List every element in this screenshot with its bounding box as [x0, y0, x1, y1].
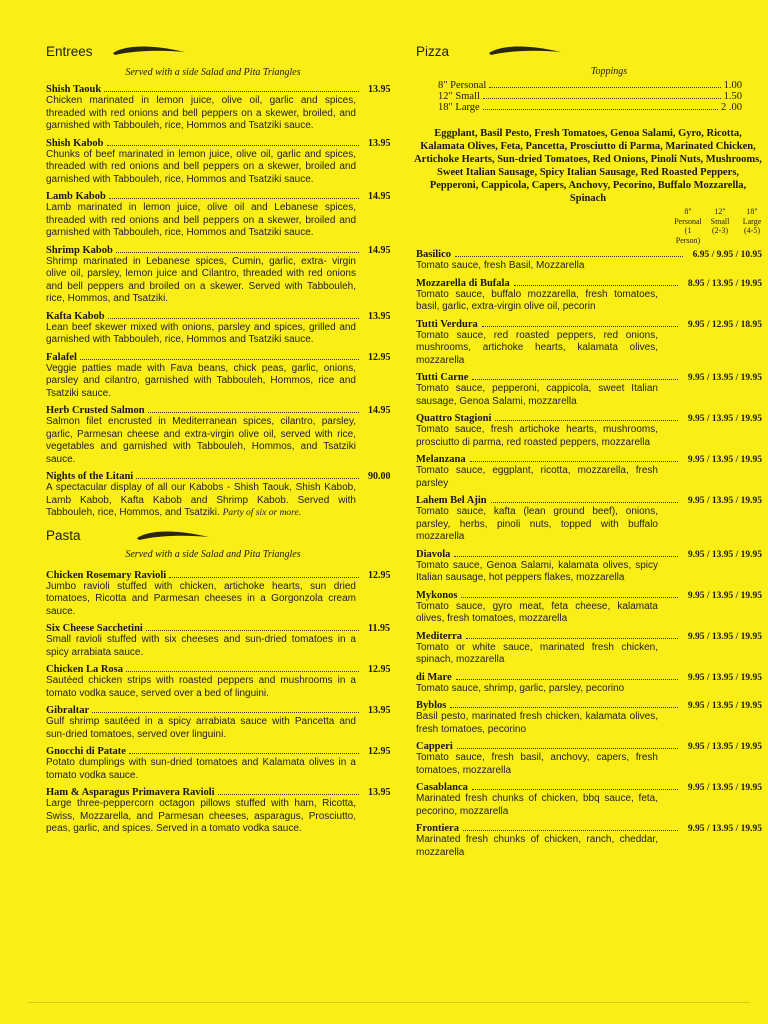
menu-item-name: Ham & Asparagus Primavera Ravioli [46, 787, 215, 798]
topping-price-list [416, 80, 762, 113]
pizza-size-column [736, 207, 768, 245]
pizza-item-row [416, 278, 762, 289]
menu-item-price: 14.95 [368, 405, 391, 416]
menu-item-name: Herb Crusted Salmon [46, 405, 145, 416]
dot-leader [514, 285, 678, 286]
menu-item-price: 13.95 [368, 787, 391, 798]
pizza-item-row [416, 319, 762, 330]
menu-item-description [46, 149, 356, 187]
menu-item-description [46, 757, 356, 782]
topping-size-price: 2 .00 [721, 102, 742, 113]
menu-item-description [46, 716, 356, 741]
pizza-name: Mediterra [416, 630, 463, 642]
menu-item [46, 405, 391, 466]
pizza-item [416, 741, 762, 777]
menu-item-price: 12.95 [368, 351, 391, 363]
pizza-name: Tutti Carne [416, 372, 469, 383]
menu-item-row [46, 623, 390, 634]
pizza-item [416, 590, 762, 626]
menu-item-note: Party of six or more. [222, 508, 302, 518]
pasta-section [46, 525, 391, 836]
pizza-size-l3: (1 Person) [675, 226, 701, 245]
menu-item-row [46, 405, 391, 416]
menu-item-description [46, 416, 356, 466]
pizza-item [416, 319, 762, 368]
menu-item-description [46, 581, 356, 619]
menu-item-price: 13.95 [368, 137, 391, 149]
dot-leader [148, 412, 359, 413]
entrees-list [46, 84, 391, 520]
menu-item-description [46, 256, 356, 306]
pizza-name: Lahem Bel Ajin [416, 495, 487, 506]
menu-item-name: Gnocchi di Patate [46, 746, 126, 757]
menu-item-row [46, 191, 391, 202]
dot-leader [457, 748, 678, 749]
menu-item-name: Kafta Kabob [46, 310, 105, 322]
menu-item-description-text: Potato dumplings with sun-dried tomatoes and Kalamata olives in a tomato vodka sauce. [46, 757, 356, 781]
pizza-description: Marinated fresh chunks of chicken, bbq sauce, feta, pecorino, mozzarella [416, 793, 658, 817]
menu-item [46, 244, 391, 306]
right-column [416, 40, 762, 864]
topping-size-price: 1.00 [723, 80, 742, 91]
entrees-title: Entrees [46, 43, 93, 59]
topping-price-row [438, 102, 742, 113]
pizza-size-l1: 12" [714, 207, 726, 216]
pizza-item [416, 700, 762, 736]
pizza-size-l1: 8" [684, 207, 692, 216]
menu-item [46, 664, 391, 700]
menu-item-description-text: Lean beef skewer mixed with onions, parsley and spices, grilled and garnished with Tabbouleh, rice, Hommos and Tsatziki sauce. [46, 321, 356, 345]
dot-leader [454, 556, 677, 557]
menu-item-description [46, 482, 356, 520]
pizza-description: Tomato sauce, fresh artichoke hearts, mushrooms, prosciutto di parma, red roasted peppers, mozzarella [416, 424, 658, 448]
pizza-size-header [416, 207, 768, 245]
topping-size-price: 1.50 [723, 91, 742, 102]
menu-item [46, 137, 391, 187]
entrees-section [46, 40, 391, 520]
menu-item-description-text: Salmon filet encrusted in Mediterranean spices, cilantro, parsley, garlic, Parmesan cheese and extra-virgin olive oil, served with rice, vegetables and garnished with Tabbouleh, Hommos, and Tsatziki sauce. [46, 416, 356, 465]
pizza-name: di Mare [416, 671, 452, 683]
pizza-description: Tomato sauce, pepperoni, cappicola, sweet Italian sausage, Genoa Salami, mozzarella [416, 383, 658, 407]
menu-item-name: Shish Kabob [46, 137, 104, 149]
dot-leader [104, 91, 359, 92]
pizza-price: 9.95 / 13.95 / 19.95 [687, 373, 762, 383]
menu-item-name: Nights of the Litani [46, 471, 134, 482]
pizza-item-row [416, 413, 762, 424]
pizza-name: Quattro Stagioni [416, 413, 492, 424]
menu-item [46, 351, 391, 401]
dot-leader [455, 256, 683, 257]
menu-item-description-text: Sautéed chicken strips with roasted peppers and mushrooms in a tomato vodka sauce, served over a bed of linguini. [46, 675, 356, 699]
menu-item-description [46, 95, 356, 133]
menu-item-name: Lamb Kabob [46, 191, 106, 202]
pizza-item-row [416, 495, 762, 506]
pizza-title: Pizza [416, 43, 450, 59]
menu-item-price: 14.95 [368, 191, 391, 202]
pizza-list [416, 249, 762, 859]
pizza-item-row [416, 741, 762, 752]
dot-leader [470, 461, 678, 462]
pizza-name: Byblos [416, 700, 447, 711]
pizza-name: Tutti Verdura [416, 318, 478, 330]
pizza-description: Tomato sauce, kafta (lean ground beef), onions, parsley, herbs, pinoli nuts, topped with buffalo mozzarella [416, 506, 658, 542]
pizza-price: 6.95 / 9.95 / 10.95 [692, 250, 762, 260]
topping-size-label: 8" Personal [438, 80, 487, 91]
pizza-description: Tomato sauce, eggplant, ricotta, mozzarella, fresh parsley [416, 465, 658, 489]
dot-leader [461, 597, 677, 598]
pizza-item-row [416, 372, 762, 383]
menu-item-row [46, 569, 391, 581]
pizza-item [416, 454, 762, 490]
pizza-price: 9.95 / 13.95 / 19.95 [687, 496, 762, 506]
menu-item-description [46, 798, 356, 836]
toppings-title: Toppings [590, 66, 628, 77]
topping-price-row [438, 80, 742, 91]
pizza-description: Tomato sauce, fresh Basil, Mozzarella [416, 260, 585, 271]
dot-leader [116, 252, 359, 253]
pizza-price: 9.95 / 13.95 / 19.95 [687, 455, 762, 465]
dot-leader [126, 671, 359, 672]
brush-stroke-icon [487, 44, 563, 58]
dot-leader [80, 359, 359, 360]
pizza-price: 9.95 / 13.95 / 19.95 [687, 783, 762, 793]
pizza-item [416, 413, 762, 449]
pizza-price: 9.95 / 13.95 / 19.95 [687, 701, 762, 711]
dot-leader [136, 478, 359, 479]
pizza-price: 9.95 / 13.95 / 19.95 [687, 590, 762, 601]
menu-item [46, 84, 391, 133]
pizza-description: Tomato sauce, red roasted peppers, red onions, mushrooms, artichoke hearts, kalamata olives, mozzarella [416, 329, 658, 366]
dot-leader [491, 502, 678, 503]
pizza-size-l2: Small [710, 216, 730, 226]
pizza-price: 8.95 / 13.95 / 19.95 [687, 278, 762, 289]
pizza-item-row [416, 249, 762, 260]
pizza-item-row [416, 782, 762, 793]
menu-item-row [46, 244, 391, 256]
pasta-list [46, 569, 391, 836]
pizza-item-row [416, 823, 762, 834]
menu-item-name: Shish Taouk [46, 84, 102, 95]
menu-item-price: 12.95 [368, 664, 391, 675]
dot-leader [495, 420, 677, 421]
menu-item [46, 623, 390, 659]
menu-item-description [46, 322, 356, 347]
menu-item-row [46, 746, 391, 757]
pizza-section [416, 40, 762, 859]
menu-item-description-text: Veggie patties made with Fava beans, chick peas, garlic, onions, parsley and cilantro, garnished with Tabbouleh, Hommos, rice and Tsatziki sauce. [46, 362, 356, 399]
pizza-description: Tomato sauce, Genoa Salami, kalamata olives, spicy Italian sausage, hot peppers flakes, mozzarella [416, 559, 658, 583]
pizza-description: Marinated fresh chunks of chicken, ranch, cheddar, mozzarella [416, 834, 658, 858]
menu-item-price: 14.95 [368, 244, 391, 256]
menu-item-price: 11.95 [368, 623, 390, 634]
toppings-list: Eggplant, Basil Pesto, Fresh Tomatoes, Genoa Salami, Gyro, Ricotta, Kalamata Olives, Feta, Pancetta, Prosciutto di Parma, Marinated Chicken, Artichoke Hearts, Sun-dried Tomatoes, Red Onions, Pinoli Nuts, Mushrooms, Sweet Italian Sausage, Spicy Italian Sausage, Red Roasted Peppers, Pepperoni, Cappicola, Capers, Anchovy, Pecorino, Buffalo Mozzarella, Spinach [414, 128, 762, 204]
menu-item-name: Chicken La Rosa [46, 664, 124, 675]
menu-item-name: Shrimp Kabob [46, 244, 113, 256]
menu-item-price: 13.95 [368, 84, 391, 95]
pizza-item [416, 372, 762, 408]
pizza-size-column [672, 207, 704, 245]
pizza-name: Melanzana [416, 454, 466, 465]
pizza-price: 9.95 / 13.95 / 19.95 [687, 549, 762, 560]
pasta-header [46, 525, 380, 547]
pizza-item [416, 549, 762, 585]
menu-item-description [46, 202, 356, 240]
dot-leader [169, 577, 359, 578]
pizza-description: Tomato or white sauce, marinated fresh chicken, spinach, mozzarella [416, 641, 658, 665]
pizza-description: Tomato sauce, shrimp, garlic, parsley, pecorino [416, 682, 625, 694]
menu-item [46, 746, 391, 782]
topping-size-label: 18" Large [438, 102, 480, 113]
menu-item-row [46, 137, 391, 149]
pizza-item-row [416, 672, 762, 683]
menu-item-price: 13.95 [368, 705, 391, 716]
menu-item-row [46, 310, 391, 322]
pizza-item [416, 249, 762, 273]
pizza-item-row [416, 631, 762, 642]
pizza-item-row [416, 454, 762, 465]
pizza-description: Tomato sauce, buffalo mozzarella, fresh tomatoes, basil, garlic, extra-virgin olive oil, pecorin [416, 288, 658, 312]
dot-leader [482, 326, 678, 327]
pizza-item [416, 782, 762, 818]
pizza-size-l2: Personal [674, 216, 702, 226]
menu-item [46, 471, 391, 520]
pizza-name: Basilico [416, 249, 452, 260]
pizza-price: 9.95 / 13.95 / 19.95 [687, 824, 762, 834]
dot-leader [450, 707, 677, 708]
menu-item-row [46, 351, 391, 363]
menu-item [46, 705, 391, 741]
menu-item-description-text: Gulf shrimp sautéed in a spicy arrabiata sauce with Pancetta and sun-dried tomatoes, served over linguini. [46, 716, 356, 740]
menu-item [46, 787, 391, 836]
dot-leader [108, 318, 359, 319]
menu-item-description [46, 363, 356, 401]
pizza-item [416, 672, 762, 696]
brush-stroke-icon [111, 44, 187, 58]
dot-leader [218, 794, 359, 795]
menu-item-description-text: Small ravioli stuffed with six cheeses and sun-dried tomatoes in a spicy arrabiata sauce. [46, 634, 356, 658]
menu-item-row [46, 705, 391, 716]
pasta-title: Pasta [46, 528, 81, 543]
dot-leader [483, 109, 718, 110]
dot-leader [466, 638, 678, 639]
dot-leader [472, 379, 677, 380]
pizza-item [416, 823, 762, 859]
pizza-name: Capperi [416, 741, 453, 752]
menu-item-description-text: Chicken marinated in lemon juice, olive oil, garlic and spices, threaded with red onions and bell peppers on a skewer, broiled, and garnished with Tabbouleh, rice, Hommos and Tsatziki sauce. [46, 95, 356, 131]
dot-leader [129, 753, 359, 754]
pizza-size-column [704, 207, 736, 245]
pizza-item-row [416, 700, 762, 711]
dot-leader [483, 98, 721, 99]
menu-item-name: Six Cheese Sacchetini [46, 623, 143, 634]
pizza-size-l1: 18" [746, 207, 758, 216]
pizza-name: Mykonos [416, 589, 458, 601]
entrees-header [46, 40, 380, 62]
topping-size-label: 12" Small [438, 91, 480, 102]
topping-price-row [438, 91, 742, 102]
menu-item-price: 90.00 [368, 471, 391, 482]
pizza-name: Diavola [416, 548, 451, 560]
pizza-price: 9.95 / 12.95 / 18.95 [687, 319, 762, 330]
pizza-item [416, 278, 762, 314]
pizza-size-l3: (4-5) [744, 226, 760, 235]
menu-item-price: 13.95 [368, 310, 391, 322]
dot-leader [472, 789, 678, 790]
menu-item-description-text: Chunks of beef marinated in lemon juice, olive oil, garlic and spices, threaded with red onions and bell peppers on a skewer, broiled and garnished with Tabbouleh, rice, Hommos and Tsatziki sauce. [46, 148, 356, 185]
pizza-price: 9.95 / 13.95 / 19.95 [687, 672, 762, 683]
dot-leader [107, 145, 360, 146]
dot-leader [489, 87, 720, 88]
menu-item-row [46, 787, 391, 798]
pizza-price: 9.95 / 13.95 / 19.95 [687, 631, 762, 642]
pizza-name: Casablanca [416, 782, 468, 793]
pizza-header [416, 40, 762, 62]
menu-item-description-text: Jumbo ravioli stuffed with chicken, artichoke hearts, sun dried tomatoes, Ricotta and Parmesan cheeses in a Gorgonzola cream sauce. [46, 580, 356, 617]
menu-item-description-text: Large three-peppercorn octagon pillows stuffed with ham, Ricotta, Swiss, Mozzarella, and Parmesan cheeses, asparagus, Prosciutto, peas, garlic, and spices. Served in a tomato vodka sauce. [46, 798, 356, 834]
menu-item-name: Chicken Rosemary Ravioli [46, 569, 167, 581]
pasta-subtitle: Served with a side Salad and Pita Triangles [125, 548, 301, 560]
menu-item-description-text: Lamb marinated in lemon juice, olive oil and Lebanese spices, threaded with red onions and bell peppers on a skewer, broiled and garnished with Tabbouleh, rice, Hommos and Tsatziki sauce. [46, 202, 356, 238]
pizza-item-row [416, 549, 762, 560]
pizza-description: Tomato sauce, fresh basil, anchovy, capers, fresh tomatoes, mozzarella [416, 752, 658, 776]
menu-item-name: Falafel [46, 351, 77, 363]
pizza-size-l3: (2-3) [712, 226, 728, 235]
menu-item-row [46, 664, 391, 675]
menu-item-price: 12.95 [368, 569, 391, 581]
menu-item [46, 569, 391, 619]
dot-leader [146, 630, 359, 631]
dot-leader [92, 712, 359, 713]
pizza-description: Basil pesto, marinated fresh chicken, kalamata olives, fresh tomatoes, pecorino [416, 711, 658, 735]
dot-leader [463, 830, 678, 831]
menu-item [46, 310, 391, 347]
menu-item-description [46, 634, 356, 659]
menu-item [46, 191, 391, 240]
menu-item-description-text: Shrimp marinated in Lebanese spices, Cumin, garlic, extra- virgin olive oil, parsley, lemon juice and Cilantro, threaded with red onions and bell peppers and broiled on a skewer. Served with Tabbouleh, rice, Hommos, and Tsatziki. [46, 255, 356, 304]
menu-item-price: 12.95 [368, 746, 391, 757]
menu-item-description [46, 675, 356, 700]
menu-item-description-text: A spectacular display of all our Kabobs - Shish Taouk, Shish Kabob, Lamb Kabob, Kafta Kabob and Shrimp Kabob. Served with Tabbouleh, rice, Hommos, and Tsatziki. [46, 482, 356, 518]
pizza-size-l2: Large [742, 216, 762, 226]
pizza-price: 9.95 / 13.95 / 19.95 [687, 414, 762, 424]
menu-item-name: Gibraltar [46, 705, 90, 716]
left-column [46, 40, 391, 841]
pizza-item-row [416, 590, 762, 601]
menu-item-row [46, 84, 391, 95]
pizza-name: Frontiera [416, 823, 459, 834]
pizza-item [416, 495, 762, 544]
dot-leader [109, 198, 359, 199]
brush-stroke-icon [135, 529, 211, 543]
pizza-description: Tomato sauce, gyro meat, feta cheese, kalamata olives, fresh tomatoes, mozzarella [416, 600, 658, 624]
dot-leader [456, 679, 678, 680]
pizza-item [416, 631, 762, 667]
entrees-subtitle: Served with a side Salad and Pita Triangles [125, 67, 301, 78]
menu-item-row [46, 471, 391, 482]
pizza-price: 9.95 / 13.95 / 19.95 [687, 742, 762, 752]
pizza-name: Mozzarella di Bufala [416, 277, 510, 289]
